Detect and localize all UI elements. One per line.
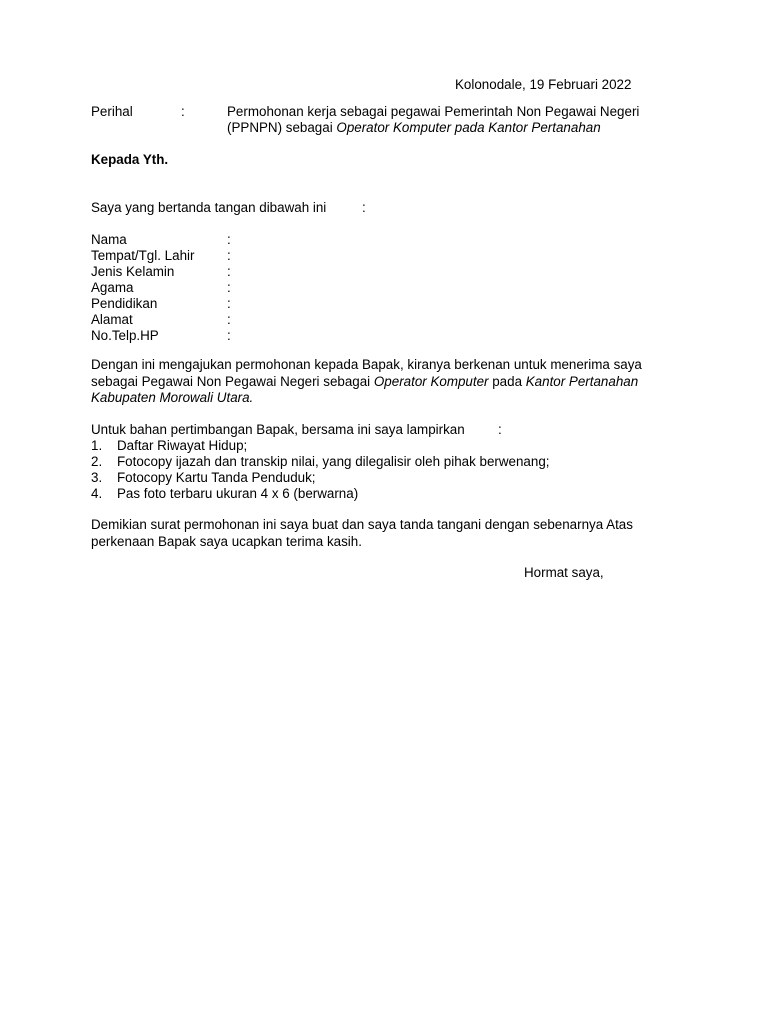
attachments-intro: Untuk bahan pertimbangan Bapak, bersama ini saya lampirkan	[91, 422, 465, 437]
addressee: Kepada Yth.	[91, 152, 169, 167]
letter-place-date: Kolonodale, 19 Februari 2022	[455, 77, 632, 92]
field-colon: :	[227, 312, 231, 327]
subject-line-2	[227, 120, 639, 136]
request-line-1: Dengan ini mengajukan permohonan kepada Bapak, kiranya berkenan untuk menerima saya	[91, 357, 642, 372]
field-colon: :	[227, 264, 231, 279]
list-item-number: 2.	[91, 454, 103, 469]
field-colon: :	[227, 232, 231, 247]
intro-colon: :	[362, 200, 366, 215]
field-colon: :	[227, 296, 231, 311]
list-item-text: Fotocopy ijazah dan transkip nilai, yang dilegalisir oleh pihak berwenang;	[117, 454, 550, 469]
request-line-3	[91, 390, 671, 407]
field-label: Pendidikan	[91, 296, 158, 311]
request-line-2-a: sebagai Pegawai Non Pegawai Negeri sebagai	[91, 373, 374, 389]
list-item-text: Daftar Riwayat Hidup;	[117, 438, 248, 453]
closing-paragraph	[91, 517, 671, 550]
request-paragraph	[91, 357, 671, 407]
field-label: Alamat	[91, 312, 133, 327]
subject-label: Perihal	[91, 104, 133, 119]
request-line-3-italic: Kabupaten Morowali Utara.	[91, 390, 254, 405]
list-item-text: Pas foto terbaru ukuran 4 x 6 (berwarna)	[117, 486, 359, 501]
request-line-2-b: Operator Komputer	[373, 373, 489, 389]
field-colon: :	[227, 248, 231, 263]
list-item-number: 1.	[91, 438, 103, 453]
field-label: Agama	[91, 280, 134, 295]
field-label: Tempat/Tgl. Lahir	[91, 248, 195, 263]
request-line-2-c: pada	[488, 373, 526, 389]
subject-line-2-italic: Operator Komputer pada Kantor Pertanahan	[336, 120, 601, 135]
closing-line-1: Demikian surat permohonan ini saya buat dan saya tanda tangani dengan sebenarnya Atas	[91, 517, 633, 532]
list-item-number: 3.	[91, 470, 103, 485]
sign-off: Hormat saya,	[524, 565, 604, 580]
request-line-2-d: Kantor Pertanahan	[525, 373, 639, 389]
intro-text: Saya yang bertanda tangan dibawah ini	[91, 200, 327, 215]
attachments-colon: :	[498, 422, 502, 437]
closing-line-2: perkenaan Bapak saya ucapkan terima kasih.	[91, 533, 362, 549]
request-line-2	[91, 374, 671, 391]
field-label: Jenis Kelamin	[91, 264, 175, 279]
subject-line-2-plain: (PPNPN) sebagai	[227, 120, 337, 135]
field-label: No.Telp.HP	[91, 328, 159, 343]
field-colon: :	[227, 328, 231, 343]
subject-line-1: Permohonan kerja sebagai pegawai Pemerintah Non Pegawai Negeri	[227, 104, 640, 119]
list-item-number: 4.	[91, 486, 103, 501]
subject-text	[227, 104, 639, 136]
subject-colon: :	[181, 104, 185, 119]
field-colon: :	[227, 280, 231, 295]
list-item-text: Fotocopy Kartu Tanda Penduduk;	[117, 470, 316, 485]
field-label: Nama	[91, 232, 127, 247]
